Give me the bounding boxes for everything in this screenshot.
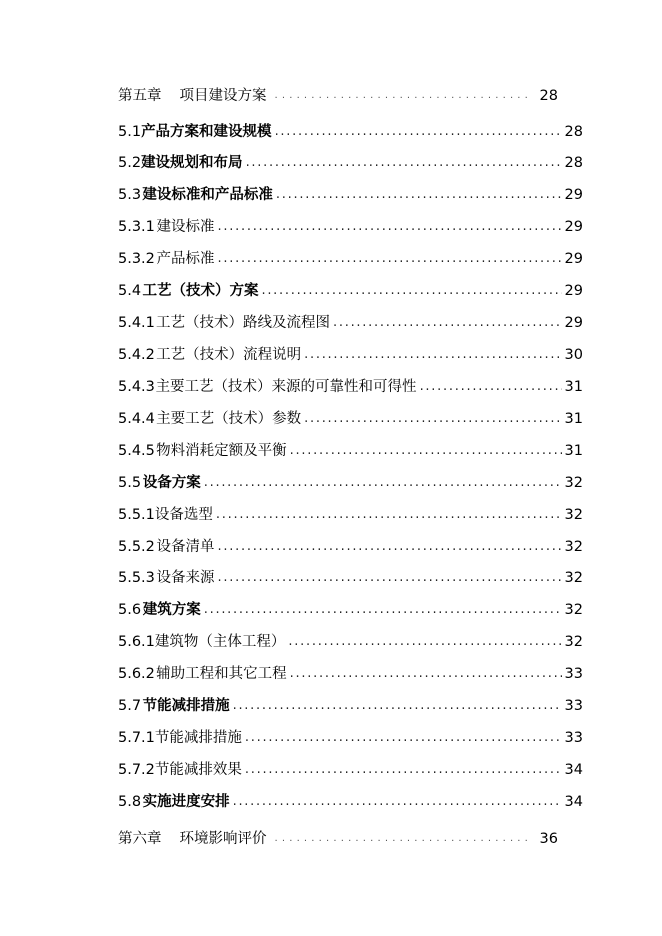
- toc-entry[interactable]: [118, 248, 583, 270]
- toc-entry[interactable]: [118, 440, 583, 462]
- toc-entry[interactable]: [118, 727, 583, 749]
- entry-title: 建设标准: [156, 219, 215, 235]
- entry-number: 5.5.2: [118, 539, 155, 555]
- dot-leader: [420, 376, 562, 398]
- entry-number: 5.7.2: [118, 762, 155, 778]
- page-number: 29: [564, 251, 583, 267]
- entry-title: 设备来源: [156, 570, 215, 586]
- toc-entry[interactable]: [118, 312, 583, 334]
- toc-chapter-5[interactable]: [118, 85, 558, 107]
- page-number: 36: [539, 831, 558, 847]
- page-number: 28: [539, 88, 558, 104]
- toc-entry[interactable]: [118, 504, 583, 526]
- page-number: 34: [564, 794, 583, 810]
- chapter-title: 项目建设方案: [179, 88, 267, 104]
- chapter-number: 第五章: [118, 88, 162, 104]
- dot-leader: [216, 504, 562, 526]
- dot-leader: [275, 85, 530, 107]
- toc-entry[interactable]: [118, 536, 583, 558]
- page-number: 31: [564, 411, 583, 427]
- dot-leader: [246, 152, 562, 174]
- page-number: 29: [564, 187, 583, 203]
- entry-number: 5.4.1: [118, 315, 155, 331]
- entry-title: 节能减排效果: [154, 762, 242, 778]
- entry-number: 5.7: [118, 698, 142, 714]
- entry-number: 5.4.4: [118, 411, 155, 427]
- dot-leader: [245, 759, 562, 781]
- entry-title: 节能减排措施: [142, 698, 230, 714]
- entry-number: 5.3.2: [118, 251, 155, 267]
- dot-leader: [204, 599, 562, 621]
- entry-number: 5.4: [118, 283, 142, 299]
- toc-chapter-6[interactable]: [118, 828, 558, 850]
- entry-title: 设备清单: [156, 539, 215, 555]
- entry-title: 建筑物（主体工程）: [154, 634, 286, 650]
- dot-leader: [290, 440, 562, 462]
- dot-leader: [276, 184, 562, 206]
- page-number: 32: [564, 570, 583, 586]
- toc-entry[interactable]: [118, 121, 583, 143]
- page-number: 32: [564, 602, 583, 618]
- entry-number: 5.5.3: [118, 570, 155, 586]
- dot-leader: [261, 280, 561, 302]
- page-number: 28: [564, 124, 583, 140]
- toc-entry[interactable]: [118, 567, 583, 589]
- dot-leader: [218, 536, 562, 558]
- toc-entry[interactable]: [118, 631, 583, 653]
- dot-leader: [218, 216, 562, 238]
- entry-number: 5.1: [118, 124, 142, 140]
- toc-entry[interactable]: [118, 152, 583, 174]
- page-number: 33: [564, 698, 583, 714]
- entry-title: 建筑方案: [142, 602, 201, 618]
- page-number: 32: [564, 634, 583, 650]
- toc-entry[interactable]: [118, 599, 583, 621]
- entry-title: 物料消耗定额及平衡: [156, 443, 287, 459]
- dot-leader: [333, 312, 562, 334]
- entry-number: 5.6.2: [118, 666, 155, 682]
- entry-title: 实施进度安排: [142, 794, 230, 810]
- chapter-number: 第六章: [118, 831, 162, 847]
- entry-title: 设备选型: [154, 507, 213, 523]
- page-number: 33: [564, 666, 583, 682]
- entry-title: 产品方案和建设规模: [141, 124, 272, 140]
- dot-leader: [204, 472, 562, 494]
- entry-title: 工艺（技术）路线及流程图: [155, 315, 330, 331]
- entry-title: 工艺（技术）方案: [142, 283, 259, 299]
- page-number: 30: [564, 347, 583, 363]
- page-number: 31: [564, 379, 583, 395]
- toc-entry[interactable]: [118, 344, 583, 366]
- page-number: 34: [564, 762, 583, 778]
- dot-leader: [233, 791, 562, 813]
- toc-entry[interactable]: [118, 376, 583, 398]
- toc-entry[interactable]: [118, 791, 583, 813]
- toc-entry[interactable]: [118, 663, 583, 685]
- toc-entry[interactable]: [118, 280, 583, 302]
- page-number: 31: [564, 443, 583, 459]
- entry-number: 5.6.1: [118, 634, 155, 650]
- dot-leader: [304, 344, 561, 366]
- page-number: 32: [564, 539, 583, 555]
- toc-entry[interactable]: [118, 759, 583, 781]
- entry-title: 建设标准和产品标准: [142, 187, 273, 203]
- page-number: 29: [564, 283, 583, 299]
- entry-title: 主要工艺（技术）来源的可靠性和可得性: [155, 379, 417, 395]
- dot-leader: [245, 727, 562, 749]
- dot-leader: [218, 248, 562, 270]
- dot-leader: [288, 631, 561, 653]
- page-number: 29: [564, 219, 583, 235]
- page-number: 28: [564, 155, 583, 171]
- page-number: 29: [564, 315, 583, 331]
- entry-title: 建设规划和布局: [141, 155, 243, 171]
- entry-number: 5.4.3: [118, 379, 155, 395]
- entry-number: 5.7.1: [118, 730, 155, 746]
- dot-leader: [275, 121, 562, 143]
- toc-entry[interactable]: [118, 695, 583, 717]
- entry-number: 5.4.2: [118, 347, 155, 363]
- entry-number: 5.5: [118, 475, 142, 491]
- entry-title: 产品标准: [156, 251, 215, 267]
- dot-leader: [218, 567, 562, 589]
- entry-number: 5.6: [118, 602, 142, 618]
- entry-title: 工艺（技术）流程说明: [156, 347, 302, 363]
- dot-leader: [304, 408, 561, 430]
- toc-entry[interactable]: [118, 408, 583, 430]
- dot-leader: [233, 695, 562, 717]
- entry-number: 5.3.1: [118, 219, 155, 235]
- toc-entry[interactable]: [118, 184, 583, 206]
- entry-number: 5.5.1: [118, 507, 155, 523]
- entry-title: 节能减排措施: [154, 730, 242, 746]
- entry-number: 5.4.5: [118, 443, 155, 459]
- page-number: 32: [564, 475, 583, 491]
- chapter-title: 环境影响评价: [179, 831, 267, 847]
- entry-title: 设备方案: [142, 475, 201, 491]
- entry-number: 5.3: [118, 187, 142, 203]
- toc-entry[interactable]: [118, 216, 583, 238]
- entry-number: 5.2: [118, 155, 142, 171]
- page-number: 32: [564, 507, 583, 523]
- dot-leader: [290, 663, 562, 685]
- entry-number: 5.8: [118, 794, 142, 810]
- entry-title: 辅助工程和其它工程: [156, 666, 287, 682]
- dot-leader: [275, 828, 530, 850]
- entry-title: 主要工艺（技术）参数: [156, 411, 302, 427]
- page-number: 33: [564, 730, 583, 746]
- toc-entry[interactable]: [118, 472, 583, 494]
